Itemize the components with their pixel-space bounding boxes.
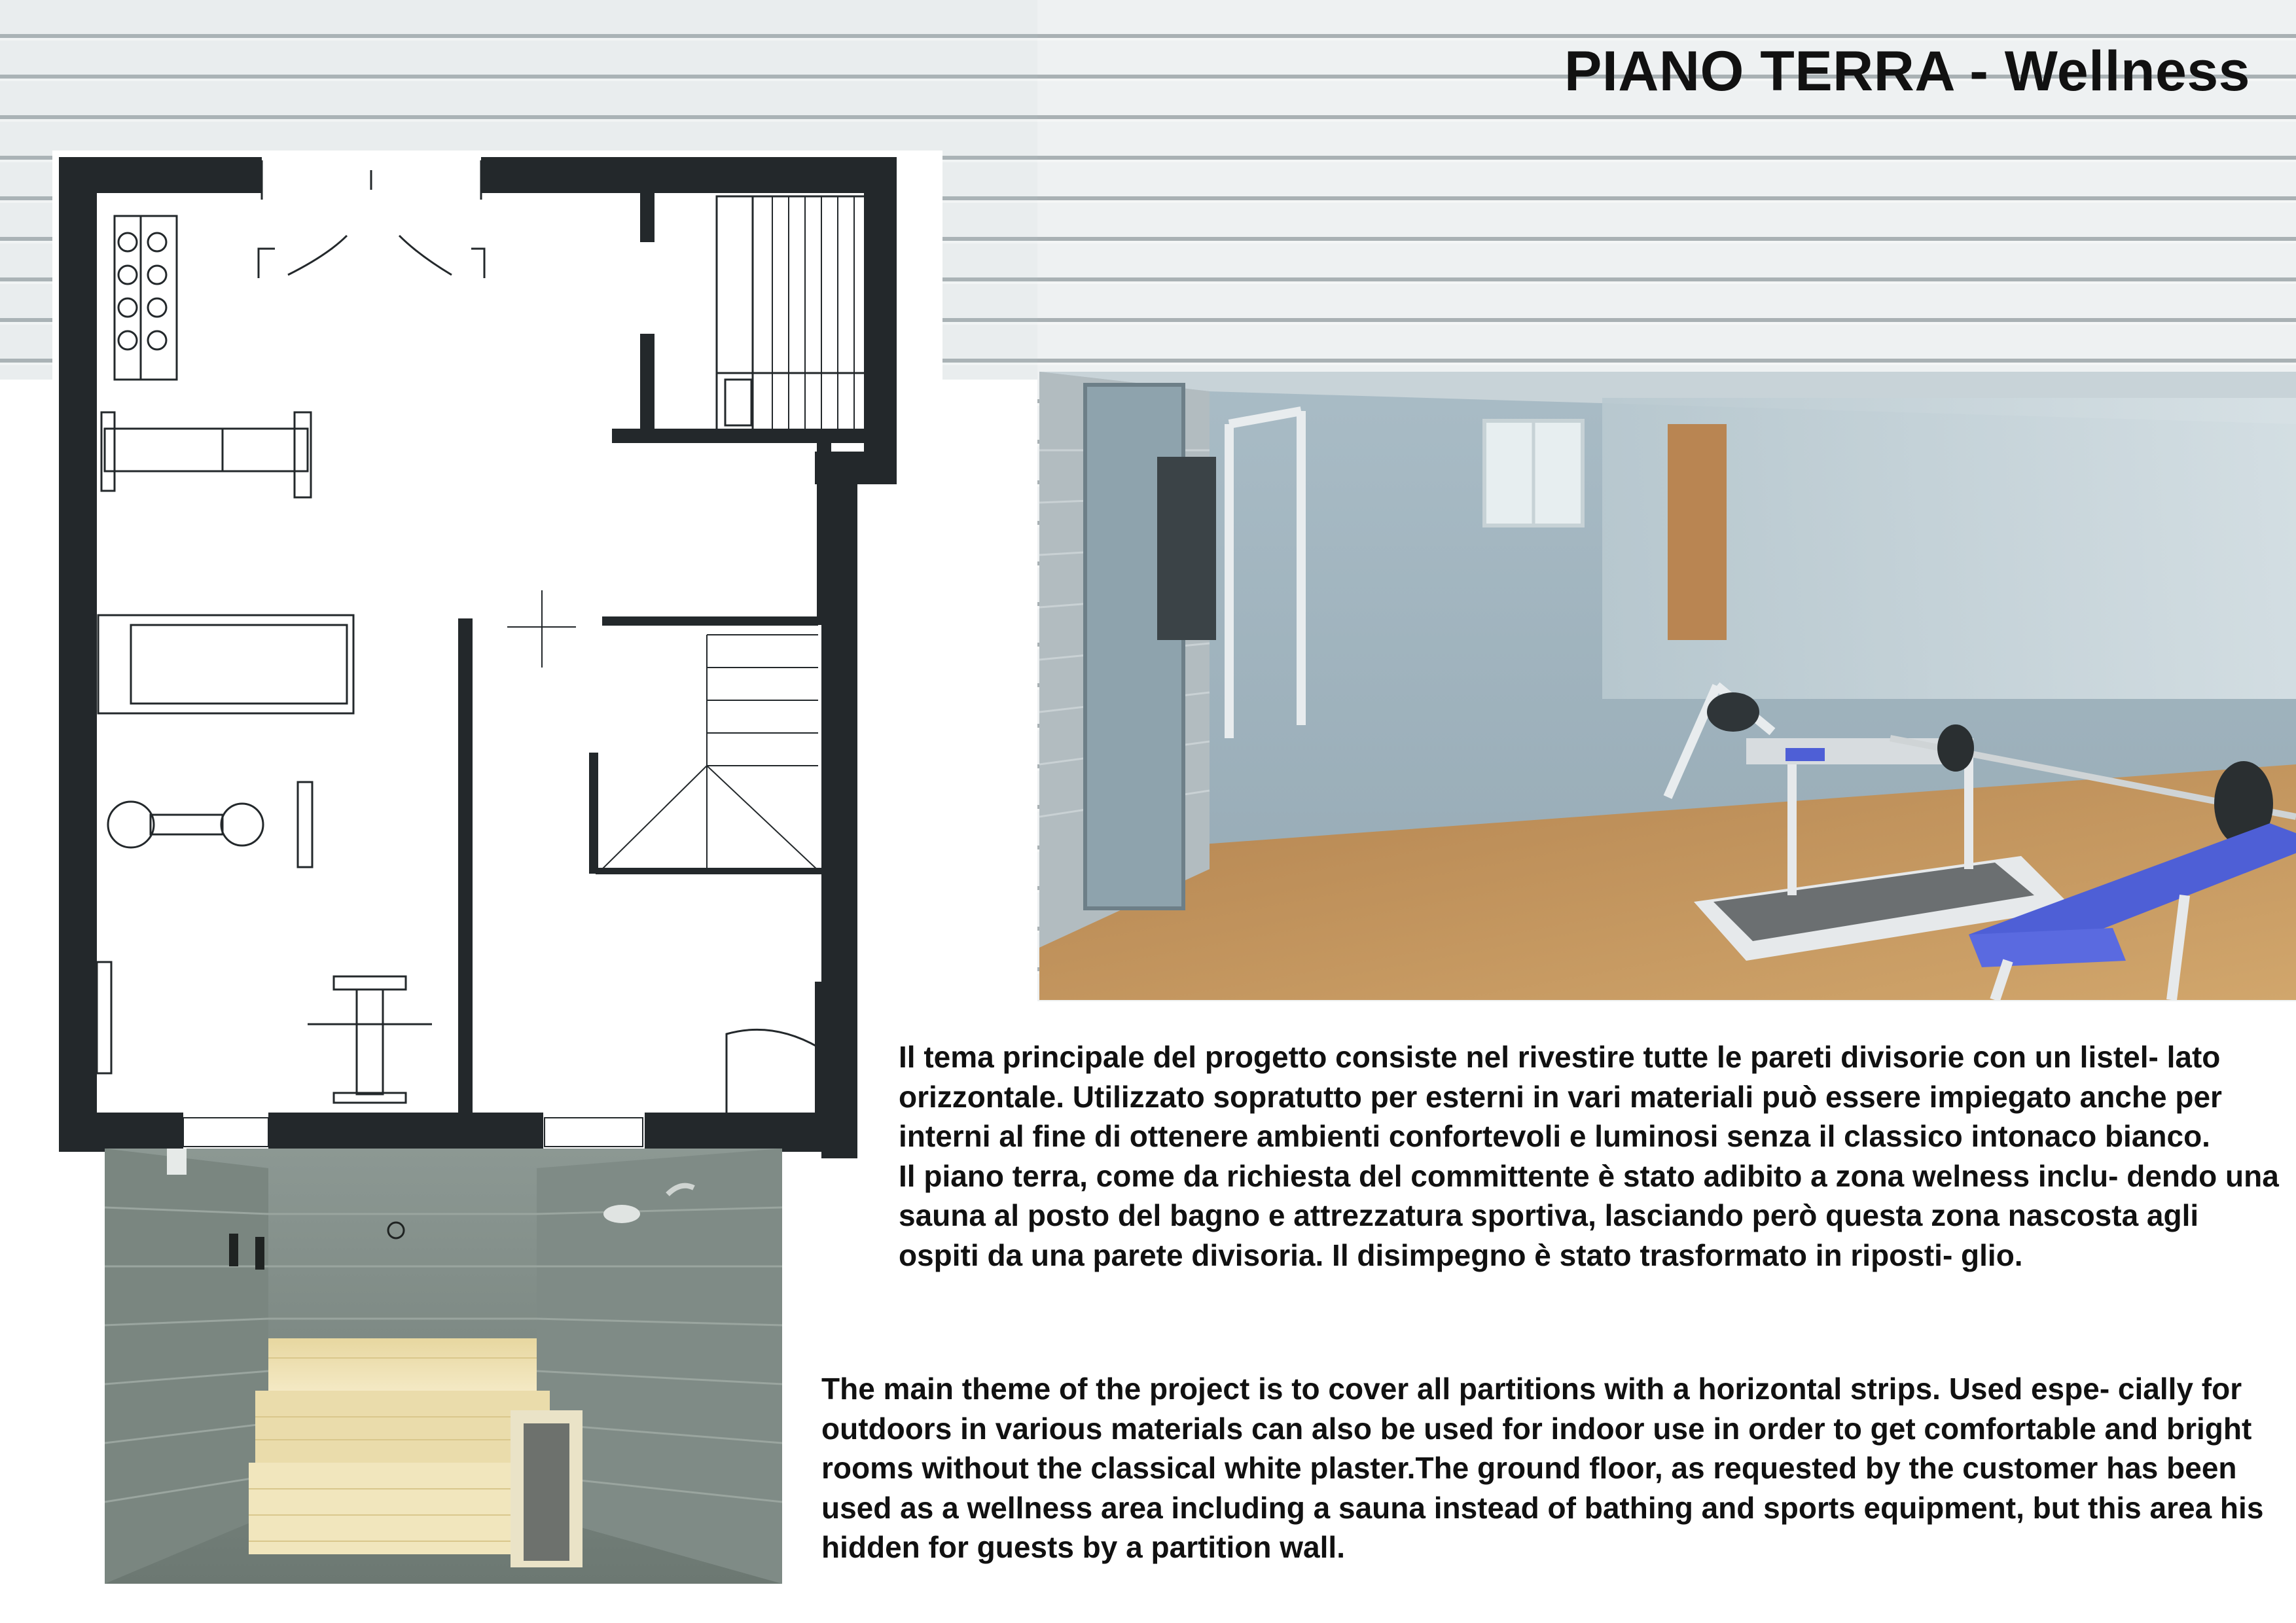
- ground-floor-plan: [52, 151, 942, 1165]
- sauna-render-image: [105, 1149, 782, 1584]
- italian-description: [899, 1037, 2280, 1275]
- italian-paragraph-2: Il piano terra, come da richiesta del committente è stato adibito a zona welness inclu- dendo una sauna al posto del bagno e attrezzatura sportiva, lasciando però questa zona nascosta agli ospiti da una parete divisoria. Il disimpegno è stato trasformato in riposti- glio.: [899, 1158, 2279, 1272]
- italian-paragraph-1: Il tema principale del progetto consiste nel rivestire tutte le pareti divisorie con un listel- lato orizzontale. Utilizzato sopratutto per esterni in vari materiali può essere impiegato anche per interni al fine di ottenere ambienti confortevoli e luminosi senza il classico intonaco bianco.: [899, 1040, 2222, 1153]
- page-title: PIANO TERRA - Wellness: [1564, 40, 2250, 103]
- gym-render-image: [1039, 372, 2296, 1000]
- english-description: The main theme of the project is to cover all partitions with a horizontal strips. Used espe- cially for outdoors in various materials can also be used for indoor use in order to get comfortable and bright rooms without the classical white plaster.The ground floor, as requested by the customer has been used as a wellness area including a sauna instead of bathing and sports equipment, but this area his hidden for guests by a partition wall.: [821, 1372, 2264, 1564]
